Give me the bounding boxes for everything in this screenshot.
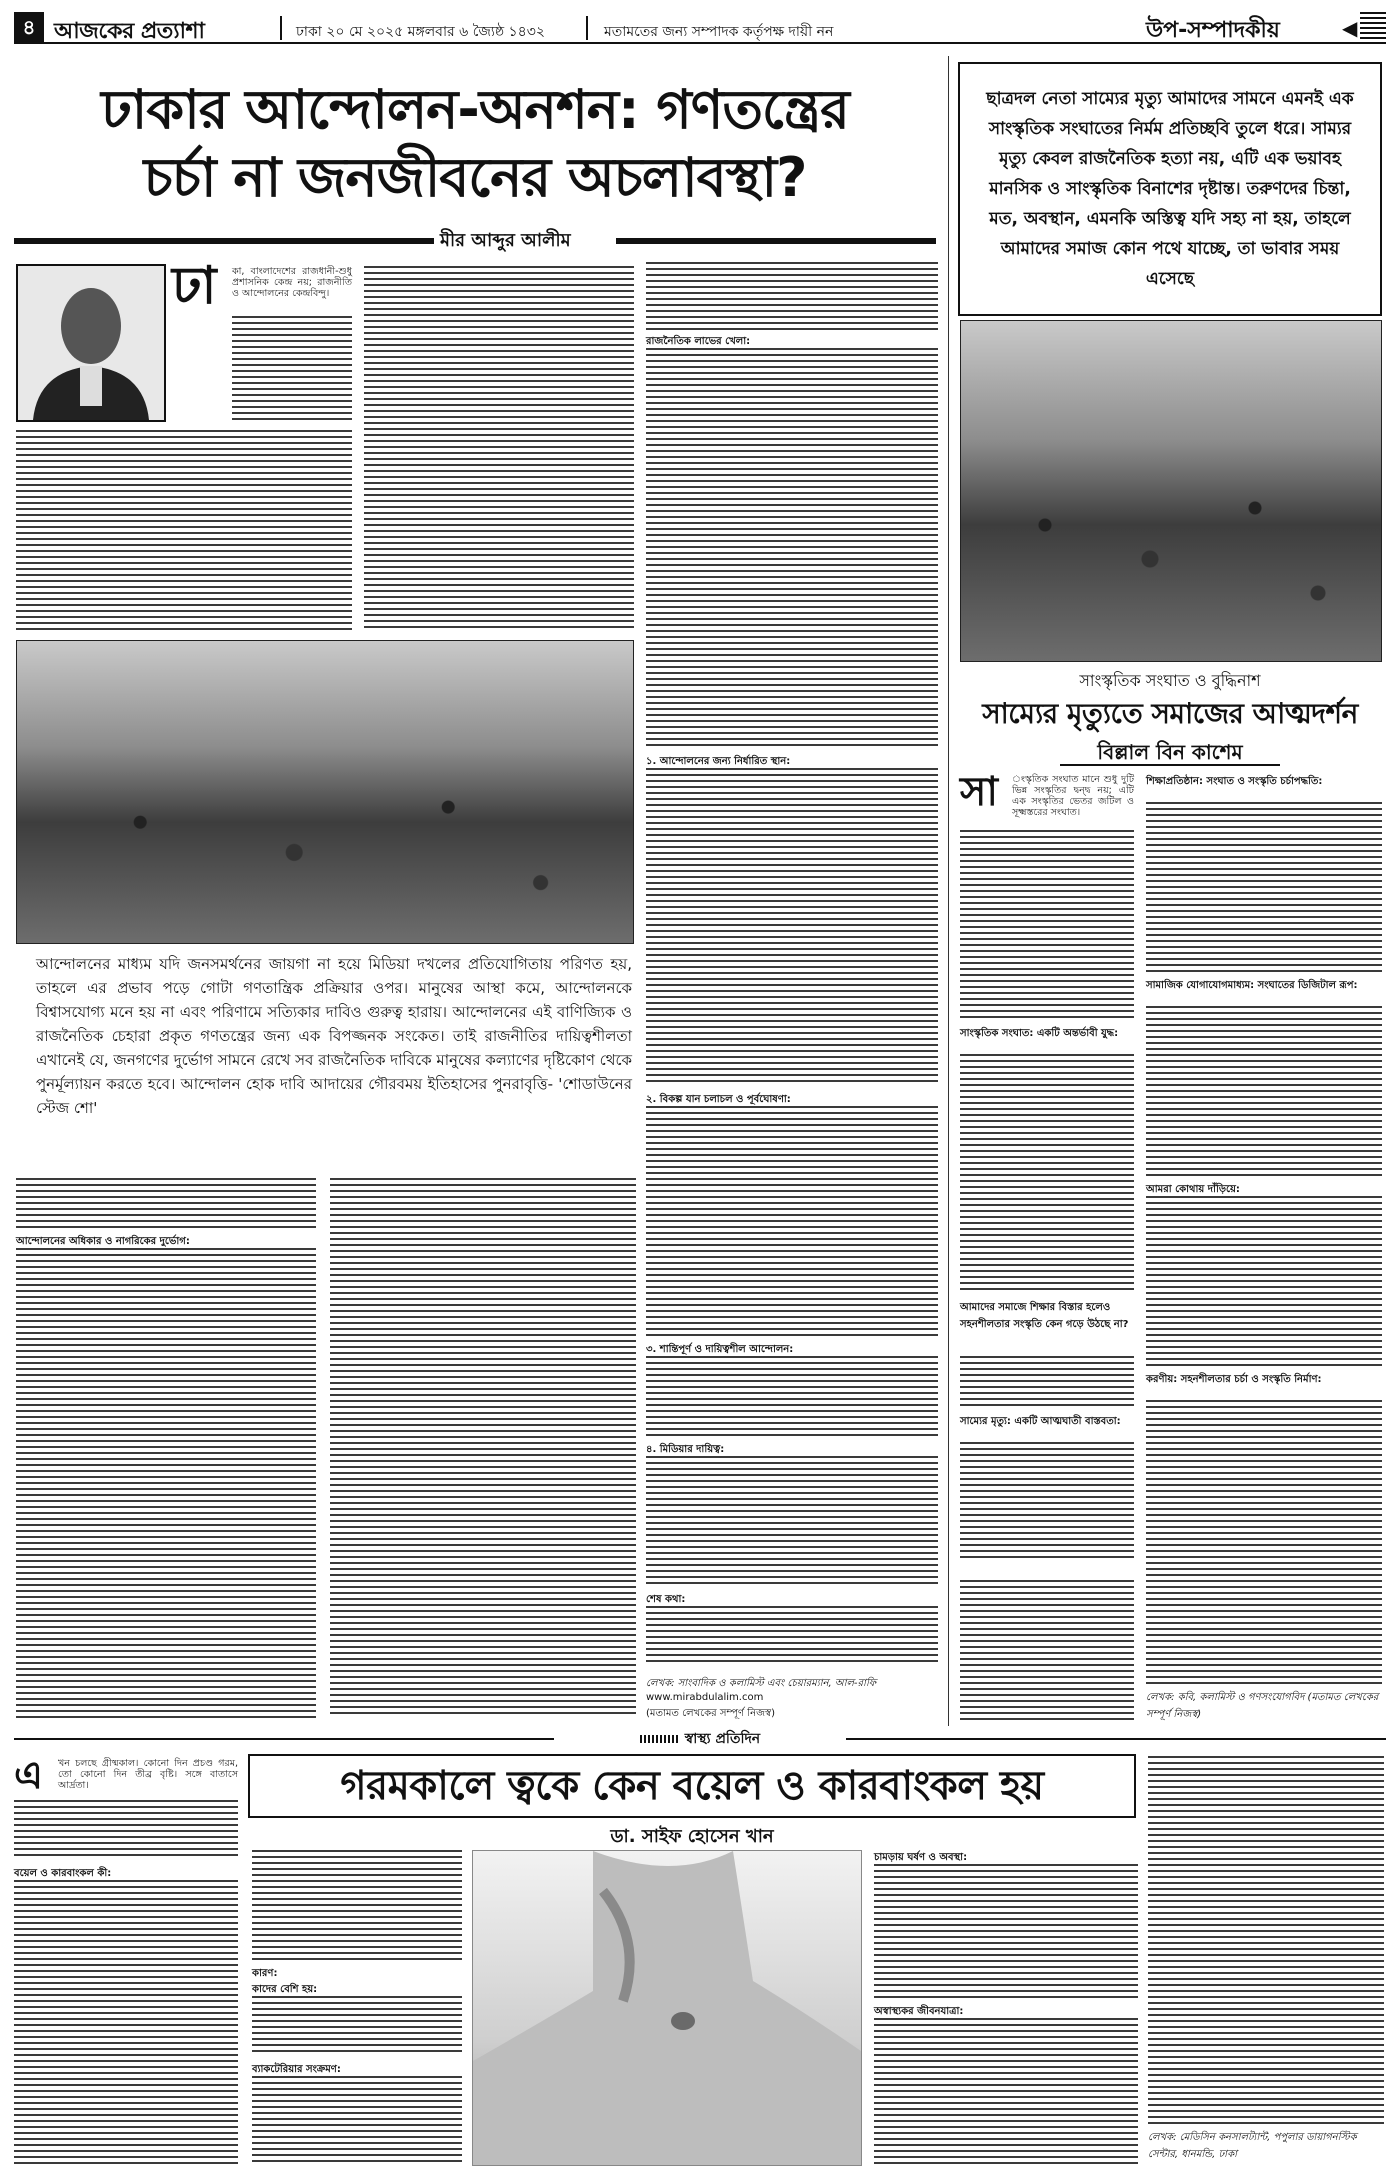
side-col2-text-a — [1146, 802, 1382, 972]
main-col1-text-b — [16, 430, 352, 630]
main-subhead-5: ৩. শান্তিপূর্ণ ও দায়িত্বশীল আন্দোলন: — [646, 1344, 794, 1355]
side-col1-text-d — [960, 1442, 1134, 1558]
main-col3-text-f — [646, 1456, 938, 1586]
main-body-start: কা, বাংলাদেশের রাজধানী-শুধু প্রশাসনিক কেন্দ্র নয়; রাজনীতি ও আন্দোলনের কেন্দ্রবিন্দু। — [232, 266, 352, 299]
author-portrait-icon — [18, 266, 164, 420]
health-col2-text-b — [252, 1996, 462, 2056]
side-subhead-7: করণীয়: সহনশীলতার চর্চা ও সংস্কৃতি নির্মাণ: — [1146, 1374, 1322, 1385]
header-mark — [1360, 12, 1386, 42]
health-col1-text-b — [14, 1880, 238, 2164]
main-col3-text — [646, 262, 938, 330]
side-col1-text-c — [960, 1356, 1134, 1408]
side-quote: ছাত্রদল নেতা সাম্যের মৃত্যু আমাদের সামনে এমনই এক সাংস্কৃতিক সংঘাতের নির্মম প্রতিচ্ছবি তুলে ধরে। সাম্যর মৃত্যু কেবল রাজনৈতিক হত্যা নয়, এটি এক ভয়াবহ মানসিক ও সাংস্কৃতিক বিনাশের দৃষ্টান্ত। তরুণদের চিন্তা, মত, অবস্থান, এমনকি অস্তিত্ব যদি সহ্য না হয়, তাহলে আমাদের সমাজ কোন পথে যাচ্ছে, তা ভাবার সময় এসেছে — [986, 89, 1354, 289]
section-arrow-icon: ◀ — [1342, 16, 1358, 40]
side-author-note: লেখক: কবি, কলামিস্ট ও গণসংযোগবিদ (মতামত লেখকের সম্পূর্ণ নিজস্ব) — [1146, 1692, 1379, 1720]
header-divider — [280, 16, 282, 40]
side-subhead-1: শিক্ষাপ্রতিষ্ঠান: সংঘাত ও সংস্কৃতি চর্চাপদ্ধতি: — [1146, 776, 1323, 787]
main-headline — [10, 76, 940, 212]
health-rule-left — [14, 1738, 554, 1740]
main-col3-text-d — [646, 1106, 938, 1336]
health-author-note: লেখক: মেডিসিন কনসালট্যান্ট, পপুলার ডায়াগনস্টিক সেন্টার, ধানমন্ডি, ঢাকা — [1148, 2132, 1357, 2160]
health-subhead-1: বয়েল ও কারবাংকল কী: — [14, 1868, 112, 1879]
main-col3-text-e — [646, 1356, 938, 1436]
health-col2-text-c — [252, 2076, 462, 2164]
side-subhead-2: সামাজিক যোগাযোগমাধ্যম: সংঘাতের ডিজিটাল রূপ: — [1146, 980, 1358, 991]
main-dropcap: ঢা — [172, 256, 217, 316]
side-col1-text-e — [960, 1580, 1134, 1720]
health-dropcap: এ — [14, 1753, 43, 1797]
column-divider — [948, 56, 949, 1726]
side-byline-rule — [1060, 764, 1280, 766]
side-col1-text-b — [960, 1054, 1134, 1294]
main-author: মীর আব্দুর আলীম — [440, 230, 571, 251]
main-col2-text-a — [364, 266, 634, 630]
side-quote-box — [958, 62, 1382, 316]
header-divider-2 — [586, 16, 588, 40]
main-subhead-2: রাজনৈতিক লাভের খেলা: — [646, 334, 750, 351]
main-subhead-1: আন্দোলনের অধিকার ও নাগরিকের দুর্ভোগ: — [16, 1236, 190, 1247]
main-subhead-6: ৪. মিডিয়ার দায়িত্ব: — [646, 1444, 725, 1455]
page-number: ৪ — [14, 12, 44, 42]
health-subhead-4: ব্যাকটেরিয়ার সংক্রমণ: — [252, 2064, 341, 2075]
main-website-note: (মতামত লেখকের সম্পূর্ণ নিজস্ব) — [646, 1708, 776, 1719]
health-headline: গরমকালে ত্বকে কেন বয়েল ও কারবাংকল হয় — [340, 1763, 1044, 1809]
side-col2-text-d — [1146, 1400, 1382, 1686]
side-col2-text-c — [1146, 1196, 1382, 1366]
protest-photo — [16, 640, 634, 944]
main-subhead-3: ১. আন্দোলনের জন্য নির্ধারিত স্থান: — [646, 756, 791, 767]
section-name: উপ-সম্পাদকীয় — [1146, 18, 1280, 43]
side-author: বিল্লাল বিন কাশেম — [1097, 740, 1243, 764]
side-dropcap: সা — [960, 769, 999, 815]
side-body-intro — [1012, 774, 1134, 818]
health-col2-text-a — [252, 1850, 462, 1960]
side-headline: সাম্যের মৃত্যুতে সমাজের আত্মদর্শন — [982, 697, 1358, 730]
side-col2-text-b — [1146, 1006, 1382, 1176]
health-author: ডা. সাইফ হোসেন খান — [610, 1826, 774, 1847]
side-col1-text-a — [960, 830, 1134, 1020]
main-author-note: লেখক: সাংবাদিক ও কলামিস্ট এবং চেয়ারম্যান, আল-রাফি — [646, 1678, 877, 1689]
byline-rule-left — [14, 238, 434, 244]
health-body-start: খন চলছে গ্রীষ্মকাল। কোনো দিন প্রচণ্ড গরম, তো কোনো দিন তীব্র বৃষ্টি। সঙ্গে বাতাসে আর্দ্রতা। — [58, 1758, 238, 1791]
health-col4-text — [1148, 1756, 1384, 2124]
health-headline-box — [248, 1754, 1136, 1818]
health-banner-label: স্বাস্থ্য প্রতিদিন — [684, 1731, 761, 1747]
main-col3-text-c — [646, 768, 938, 1086]
main-website: www.mirabdulalim.com — [646, 1692, 764, 1703]
side-subhead-6: আমরা কোথায় দাঁড়িয়ে: — [1146, 1184, 1240, 1195]
main-col3-text-g — [646, 1606, 938, 1666]
health-subhead-3: কাদের বেশি হয়: — [252, 1984, 318, 1995]
page-header — [14, 12, 1386, 44]
byline-rule-right — [616, 238, 936, 244]
health-banner-mark-icon — [640, 1735, 680, 1743]
side-body-start: ংস্কৃতিক সংঘাত মানে শুধু দুটি ভিন্ন সংস্কৃতির দ্বন্দ্ব নয়; এটি এক সংস্কৃতির ভেতর জটিল ও সূক্ষ্মস্তরের সংঘাত। — [1012, 774, 1134, 818]
health-rule-right — [846, 1738, 1386, 1740]
health-col1-text-a — [14, 1800, 238, 1860]
main-pullquote: আন্দোলনের মাধ্যম যদি জনসমর্থনের জায়গা না হয়ে মিডিয়া দখলের প্রতিযোগিতায় পরিণত হয়, তাহলে এর প্রভাব পড়ে গোটা গণতান্ত্রিক প্রক্রিয়ার ওপর। মানুষের আস্থা কমে, আন্দোলনকে বিশ্বাসযোগ্য মনে হয় না এবং পরিণামে সত্যিকার দাবিও গুরুত্ব হারায়। আন্দোলনের এই বাণিজ্যিক ও রাজনৈতিক চেহারা প্রকৃত গণতন্ত্রের জন্য এক বিপজ্জনক সংকেত। তাই রাজনীতির দায়িত্বশীলতা এখানেই যে, জনগণের দুর্ভোগ সামনে রেখে সব রাজনৈতিক দাবিকে মানুষের কল্যাণের দৃষ্টিকোণ থেকে পুনর্মূল্যায়ন করতে হবে। আন্দোলন হোক দাবি আদায়ের গৌরবময় ইতিহাসের পুনরাবৃত্তি- 'শোডাউনের স্টেজ শো' — [36, 955, 632, 1117]
editor-disclaimer: মতামতের জন্য সম্পাদক কর্তৃপক্ষ দায়ী নন — [604, 24, 834, 40]
side-subhead-5: সাম্যের মৃত্যু: একটি আত্মঘাতী বাস্তবতা: — [960, 1416, 1121, 1427]
health-col3-text-b — [874, 2018, 1138, 2164]
paper-logo: আজকের প্রত্যাশা — [54, 19, 205, 44]
main-body-intro — [232, 266, 352, 299]
author-photo — [16, 264, 166, 422]
main-col1-text-a — [232, 316, 352, 424]
main-col3-text-b — [646, 348, 938, 748]
main-closing-label: শেষ কথা: — [646, 1594, 686, 1605]
main-headline-line-2: চর্চা না জনজীবনের অচলাবস্থা? — [143, 146, 807, 209]
main-col1-lower — [16, 1178, 316, 1230]
skin-photo — [472, 1850, 862, 2166]
side-subhead-3: সাংস্কৃতিক সংঘাত: একটি অন্তর্ভাবী যুদ্ধ: — [960, 1028, 1119, 1039]
main-subhead-4: ২. বিকল্প যান চলাচল ও পূর্বঘোষণা: — [646, 1094, 791, 1105]
date-line: ঢাকা ২০ মে ২০২৫ মঙ্গলবার ৬ জ্যৈষ্ঠ ১৪৩২ — [296, 24, 545, 40]
main-col1-lower-b — [16, 1248, 316, 1718]
side-kicker: সাংস্কৃতিক সংঘাত ও বুদ্ধিনাশ — [1079, 671, 1261, 690]
main-headline-line-1: ঢাকার আন্দোলন-অনশন: গণতন্ত্রের — [101, 78, 849, 141]
rally-photo — [960, 320, 1382, 662]
neck-figure-icon — [473, 1851, 861, 2165]
side-subhead-4: আমাদের সমাজে শিক্ষার বিস্তার হলেও সহনশীলতার সংস্কৃতি কেন গড়ে উঠছে না? — [960, 1302, 1129, 1330]
health-banner — [560, 1728, 840, 1750]
health-subhead-2: কারণ: — [252, 1968, 278, 1979]
health-body-intro — [58, 1758, 238, 1791]
health-col3-text-a — [874, 1864, 1138, 1998]
health-subhead-6: অস্বাস্থ্যকর জীবনযাত্রা: — [874, 2006, 964, 2017]
main-col2-lower — [330, 1178, 636, 1718]
health-subhead-5: চামড়ায় ঘর্ষণ ও অবস্থা: — [874, 1852, 968, 1863]
